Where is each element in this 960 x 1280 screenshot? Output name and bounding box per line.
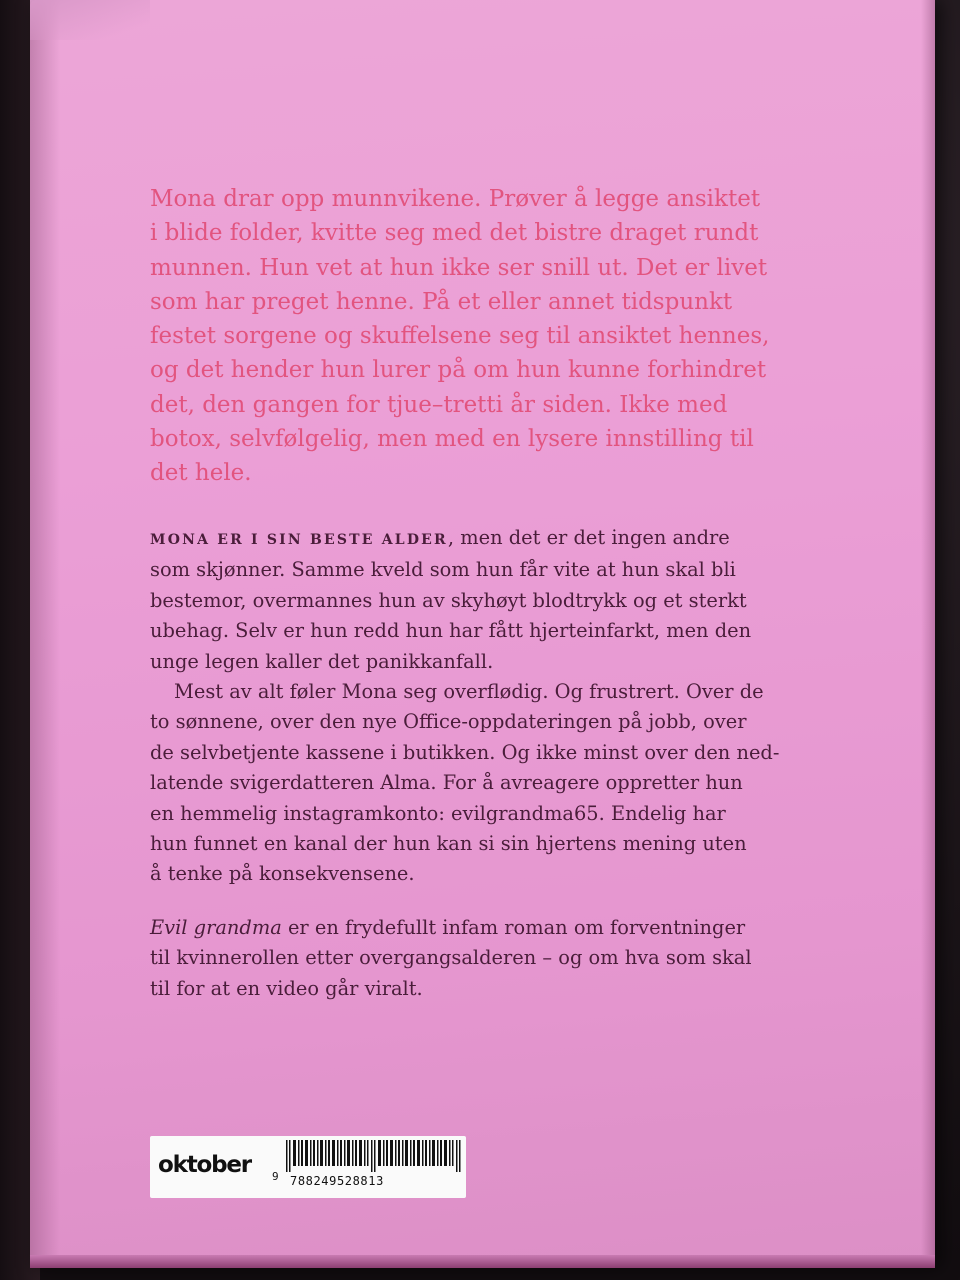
blurb-line: en hemmelig instagramkonto: evilgrandma65. Endelig har <box>150 801 726 825</box>
quote-line: det hele. <box>150 460 252 487</box>
blurb-lead-line <box>150 523 790 555</box>
cover-bottom-edge <box>30 1255 935 1268</box>
quote-line: Mona drar opp munnvikene. Prøver å legge ansiktet <box>150 186 761 212</box>
excerpt-quote <box>150 182 770 491</box>
barcode-bars <box>286 1140 462 1172</box>
blurb-line: til for at en video går viralt. <box>150 976 423 1000</box>
blurb-line: Mest av alt føler Mona seg overflødig. Og frustrert. Over de <box>174 680 764 704</box>
blurb-line: hun funnet en kanal der hun kan si sin hjertens mening uten <box>150 832 747 856</box>
quote-line: festet sorgene og skuffelsene seg til ansiktet hennes, <box>150 323 770 350</box>
blurb-line: de selvbetjente kassene i butikken. Og ikke minst over den ned- <box>150 740 780 764</box>
blurb-line: ubehag. Selv er hun redd hun har fått hjerteinfarkt, men den <box>150 619 752 643</box>
quote-line: det, den gangen for tjue–tretti år siden. Ikke med <box>150 391 728 418</box>
blurb-lead-rest: , men det er det ingen andre <box>447 526 730 549</box>
publisher-logo: oktober <box>158 1152 251 1178</box>
blurb-line: unge legen kaller det panikkanfall. <box>150 649 494 673</box>
book-blurb <box>150 523 790 1004</box>
blurb-closing-line <box>150 913 790 943</box>
quote-line: i blide folder, kvitte seg med det bistre draget rundt <box>150 220 759 247</box>
blurb-line: bestemor, overmannes hun av skyhøyt blodtrykk og et sterkt <box>150 588 747 612</box>
isbn-barcode <box>272 1140 462 1194</box>
blurb-line: til kvinnerollen etter overgangsalderen – og om hva som skal <box>150 946 752 970</box>
paragraph-gap <box>150 890 790 913</box>
cover-corner-shadow <box>30 0 150 40</box>
book-title-italic: Evil grandma <box>150 915 282 939</box>
quote-line: og det hender hun lurer på om hun kunne forhindret <box>150 357 767 384</box>
blurb-closing-rest: er en frydefullt infam roman om forventninger <box>281 915 746 939</box>
blurb-line: to sønnene, over den nye Office-oppdateringen på jobb, over <box>150 710 747 734</box>
blurb-line: som skjønner. Samme kveld som hun får vite at hun skal bli <box>150 558 736 582</box>
quote-line: botox, selvfølgelig, men med en lysere innstilling til <box>150 426 754 453</box>
blurb-lead-caps: MONA ER I SIN BESTE ALDER <box>150 532 448 548</box>
blurb-line: å tenke på konsekvensene. <box>150 862 415 886</box>
blurb-line: latende svigerdatteren Alma. For å avreagere oppretter hun <box>150 771 743 795</box>
publisher-barcode-sticker <box>150 1136 466 1198</box>
barcode-prefix-digit: 9 <box>272 1170 279 1183</box>
quote-line: som har preget henne. På et eller annet tidspunkt <box>150 288 733 315</box>
quote-line: munnen. Hun vet at hun ikke ser snill ut. Det er livet <box>150 254 768 281</box>
barcode-digits: 788249528813 <box>290 1174 384 1188</box>
